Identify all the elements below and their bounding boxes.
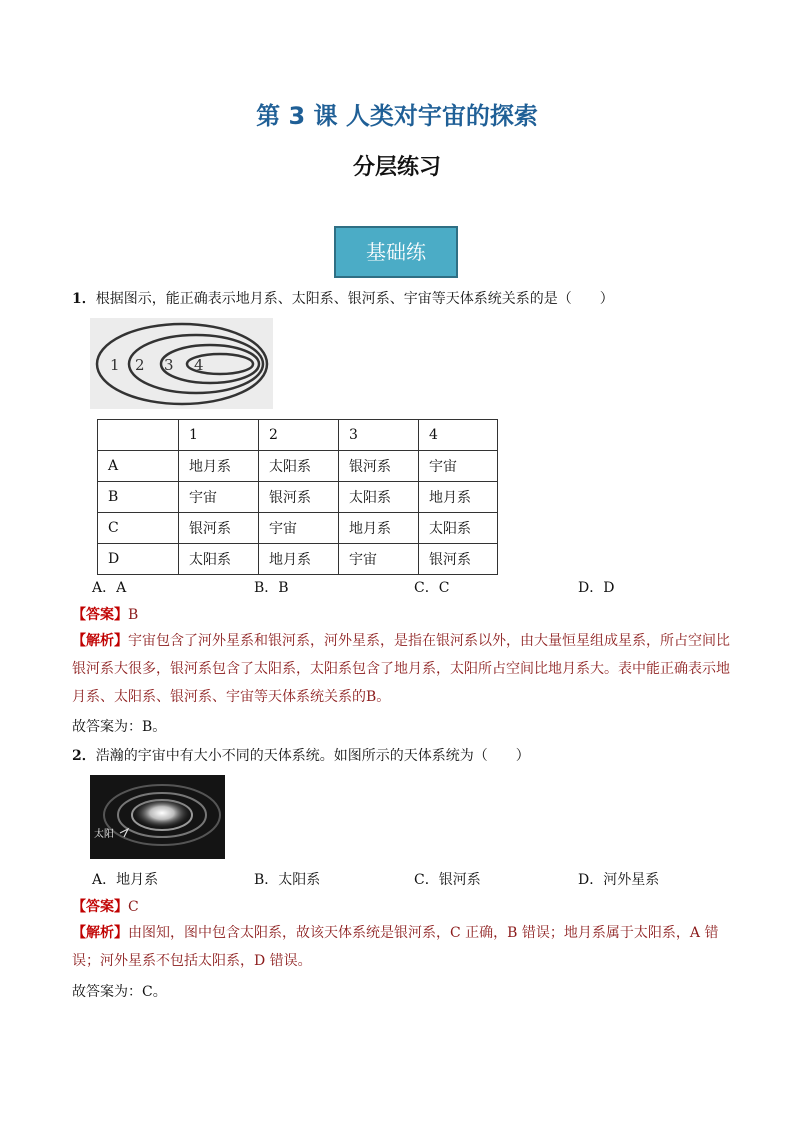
table-cell — [98, 420, 179, 451]
table-cell: 2 — [259, 420, 339, 451]
table-cell: 地月系 — [419, 482, 498, 513]
option-c: C．银河系 — [414, 872, 481, 888]
options-table — [97, 419, 498, 575]
q1-analysis — [72, 627, 732, 711]
answer-value: B — [128, 607, 139, 623]
q2-options — [92, 869, 732, 889]
lesson-title: 第 3 课 人类对宇宙的探索 — [256, 102, 538, 130]
table-cell: 地月系 — [339, 513, 419, 544]
ellipse-label-4: 4 — [194, 356, 204, 374]
table-cell: 宇宙 — [339, 544, 419, 575]
table-cell: B — [98, 482, 179, 513]
option-b: B．B — [254, 580, 289, 596]
table-cell: 4 — [419, 420, 498, 451]
analysis-tag: 【解析】 — [72, 925, 128, 941]
q1-final-answer: 故答案为：B。 — [72, 719, 167, 735]
table-row — [98, 451, 498, 482]
ellipse-label-3: 3 — [164, 356, 174, 374]
nested-ellipses-figure — [90, 318, 273, 409]
table-cell: 太阳系 — [179, 544, 259, 575]
question-2 — [72, 746, 530, 766]
galaxy-figure — [90, 775, 225, 859]
galaxy-core — [132, 797, 192, 829]
ellipse-label-1: 1 — [110, 356, 120, 374]
analysis-text: 宇宙包含了河外星系和银河系，河外星系，是指在银河系以外，由大量恒星组成星系，所占空间比银河系大很多，银河系包含了太阳系，太阳系包含了地月系，太阳所占空间比地月系大。表中能正确表示地月系、太阳系、银河系、宇宙等天体系统关系的B。 — [72, 633, 730, 705]
option-a: A．地月系 — [92, 872, 159, 888]
table-cell: 太阳系 — [419, 513, 498, 544]
option-a: A．A — [92, 580, 127, 596]
q2-answer — [72, 897, 139, 917]
table-cell: 3 — [339, 420, 419, 451]
section-badge: 基础练 — [334, 226, 458, 278]
q1-answer — [72, 605, 138, 625]
ellipse-label-2: 2 — [135, 356, 145, 374]
table-cell: 宇宙 — [179, 482, 259, 513]
table-cell: 地月系 — [259, 544, 339, 575]
answer-value: C — [128, 899, 139, 915]
question-number: 2． — [72, 748, 96, 764]
table-cell: 银河系 — [419, 544, 498, 575]
table-cell: 银河系 — [259, 482, 339, 513]
table-row — [98, 482, 498, 513]
option-c: C．C — [414, 580, 450, 596]
exercise-subtitle: 分层练习 — [352, 155, 441, 180]
table-cell: 宇宙 — [259, 513, 339, 544]
table-cell: 地月系 — [179, 451, 259, 482]
table-cell: C — [98, 513, 179, 544]
question-1 — [72, 289, 614, 309]
option-b: B．太阳系 — [254, 872, 321, 888]
table-cell: 太阳系 — [339, 482, 419, 513]
ellipse-3 — [161, 345, 259, 383]
table-cell: A — [98, 451, 179, 482]
answer-tag: 【答案】 — [72, 607, 128, 623]
question-number: 1． — [72, 291, 96, 307]
analysis-tag: 【解析】 — [72, 633, 128, 649]
analysis-text: 由图知，图中包含太阳系，故该天体系统是银河系，C 正确，B 错误；地月系属于太阳系，A 错误；河外星系不包括太阳系，D 错误。 — [72, 925, 719, 969]
q2-analysis — [72, 919, 732, 975]
sun-label: 太阳 — [94, 829, 114, 840]
option-d: D．河外星系 — [578, 872, 660, 888]
table-cell: 1 — [179, 420, 259, 451]
q2-final-answer: 故答案为：C。 — [72, 984, 167, 1000]
question-text: 浩瀚的宇宙中有大小不同的天体系统。如图所示的天体系统为（ ） — [95, 748, 530, 764]
table-cell: 银河系 — [339, 451, 419, 482]
table-cell: D — [98, 544, 179, 575]
table-header-row — [98, 420, 498, 451]
table-cell: 银河系 — [179, 513, 259, 544]
table-cell: 太阳系 — [259, 451, 339, 482]
table-row — [98, 513, 498, 544]
table-row — [98, 544, 498, 575]
q1-options — [92, 577, 732, 597]
option-d: D．D — [578, 580, 615, 596]
answer-tag: 【答案】 — [72, 899, 128, 915]
table-cell: 宇宙 — [419, 451, 498, 482]
question-text: 根据图示，能正确表示地月系、太阳系、银河系、宇宙等天体系统关系的是（ ） — [95, 291, 614, 307]
